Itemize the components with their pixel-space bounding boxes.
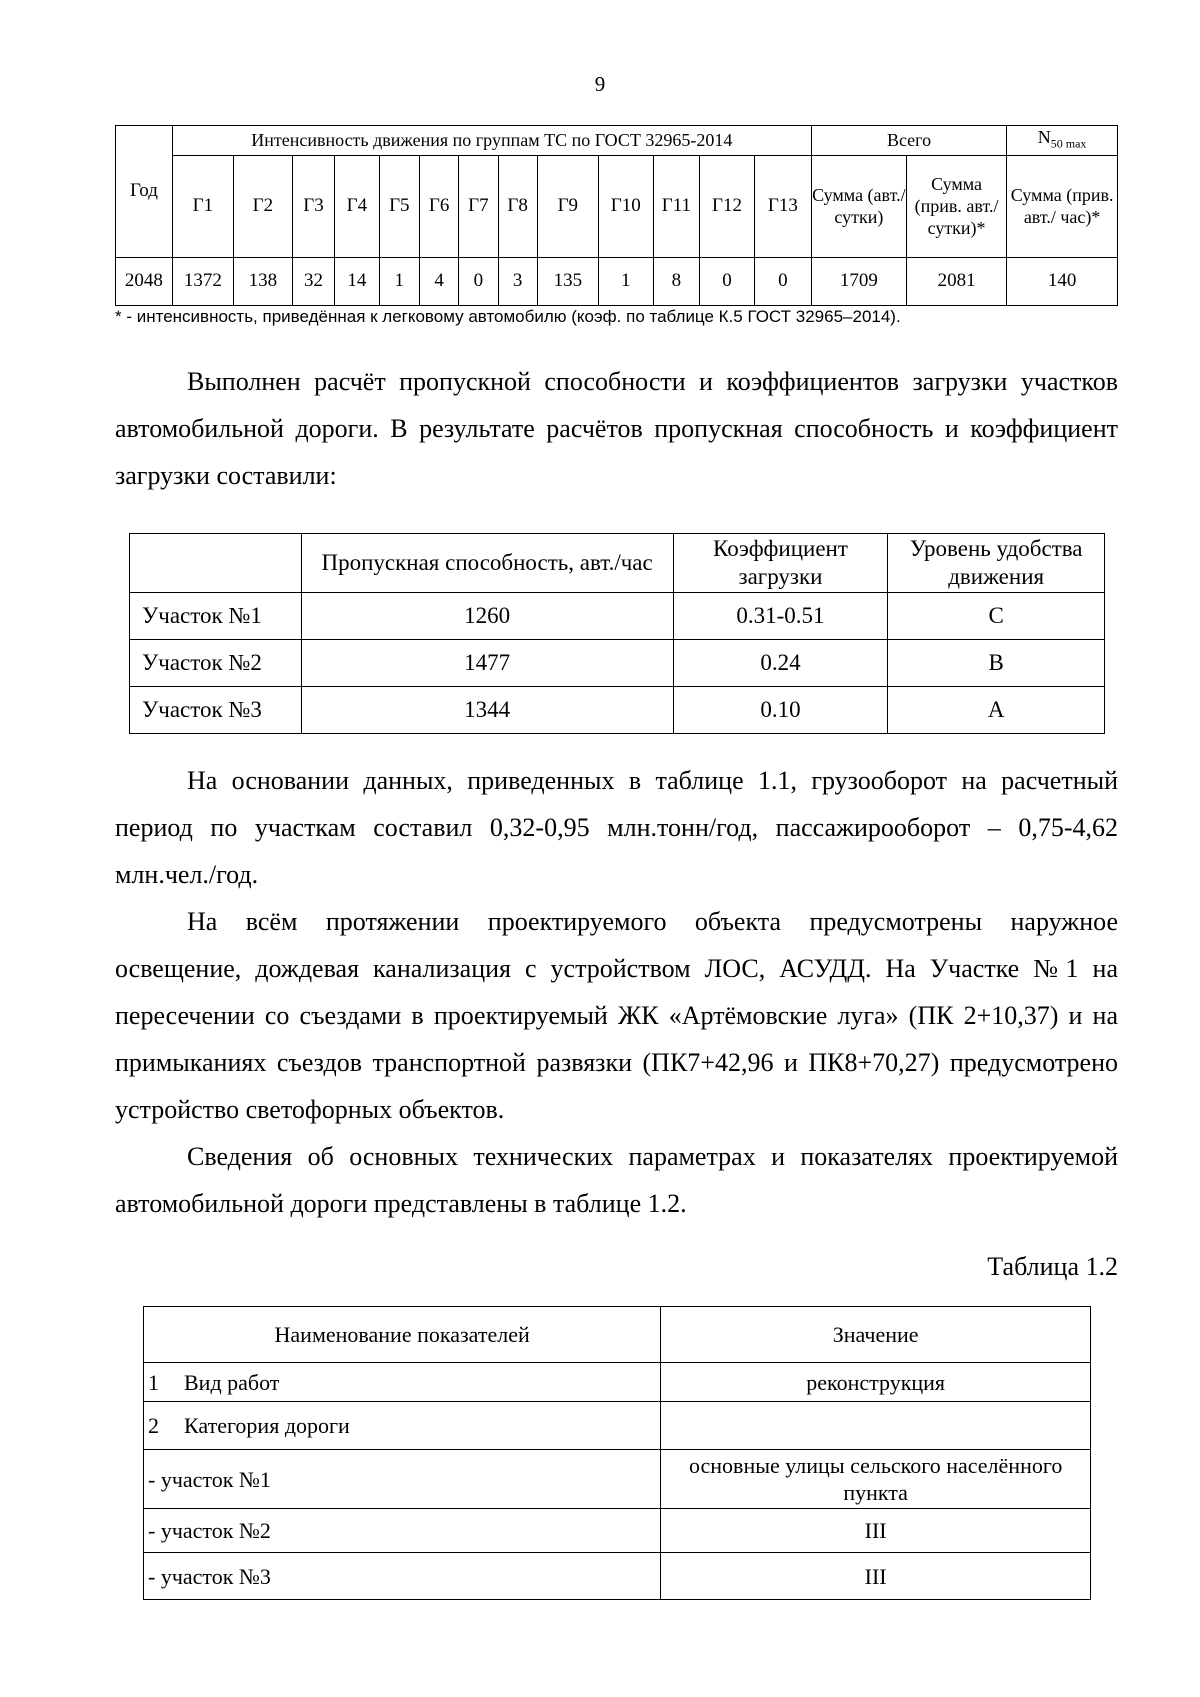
parameters-table: [143, 1306, 1091, 1600]
table-caption: Таблица 1.2: [987, 1252, 1118, 1281]
group-value: 4: [419, 257, 458, 305]
group-value: 32: [292, 257, 334, 305]
capacity-value: 1477: [301, 640, 673, 687]
sum-reduced-hour-value: 140: [1007, 257, 1118, 305]
param-label: - участок №2: [144, 1509, 661, 1553]
param-label: 2 Категория дороги: [144, 1402, 661, 1450]
param-value: III: [661, 1553, 1091, 1600]
coef-value: 0.24: [673, 640, 888, 687]
table-row: [144, 1509, 1091, 1553]
table-footnote: * - интенсивность, приведённая к легковому автомобилю (коэф. по таблице К.5 ГОСТ 32965–2014).: [115, 307, 901, 326]
paragraph-text: Выполнен расчёт пропускной способности и коэффициентов загрузки участков автомобильной дороги. В результате расчётов пропускная способность и коэффициент загрузки составили:: [115, 367, 1118, 490]
table-row: [130, 687, 1105, 734]
group-value: 135: [537, 257, 598, 305]
nmax-header: $N_{50 max}$: [1007, 126, 1118, 156]
group-value: 14: [335, 257, 379, 305]
param-value: основные улицы сельского населённого пункта: [661, 1450, 1091, 1509]
sum-day-header: Сумма (авт./ сутки): [811, 155, 906, 257]
group-value: 0: [754, 257, 811, 305]
table-row: [130, 640, 1105, 687]
capacity-value: 1260: [301, 593, 673, 640]
group-g4-header: Г4: [335, 155, 379, 257]
paragraph-text: На всём протяжении проектируемого объекта предусмотрены наружное освещение, дождевая канализация с устройством ЛОС, АСУДД. На Участке №1 на пересечении со съездами в проектируемый ЖК «Артёмовские луга» (ПК 2+10,37) и на примыканиях съездов транспортной развязки (ПК7+42,96 и ПК8+70,27) предусмотрено устройство светофорных объектов.: [115, 907, 1118, 1124]
group-g13-header: Г13: [754, 155, 811, 257]
param-label: 1 Вид работ: [144, 1363, 661, 1402]
group-value: 1: [379, 257, 419, 305]
group-g1-header: Г1: [172, 155, 233, 257]
param-value: [661, 1402, 1091, 1450]
section-label: Участок №1: [130, 593, 302, 640]
group-g9-header: Г9: [537, 155, 598, 257]
group-g7-header: Г7: [459, 155, 498, 257]
capacity-table: [129, 533, 1105, 734]
empty-header: [130, 534, 302, 593]
group-value: 1: [598, 257, 653, 305]
table-row: [130, 593, 1105, 640]
param-value: III: [661, 1509, 1091, 1553]
section-label: Участок №3: [130, 687, 302, 734]
coef-header: Коэффициент загрузки: [673, 534, 888, 593]
table-row: [116, 257, 1118, 305]
group-g10-header: Г10: [598, 155, 653, 257]
paragraph-turnover: [115, 757, 1118, 1227]
value-header: Значение: [661, 1307, 1091, 1363]
level-value: C: [888, 593, 1105, 640]
group-g11-header: Г11: [653, 155, 700, 257]
table-row: [144, 1450, 1091, 1509]
section-label: Участок №2: [130, 640, 302, 687]
name-header: Наименование показателей: [144, 1307, 661, 1363]
group-value: 0: [700, 257, 755, 305]
level-value: B: [888, 640, 1105, 687]
group-g5-header: Г5: [379, 155, 419, 257]
coef-value: 0.31-0.51: [673, 593, 888, 640]
param-label: - участок №3: [144, 1553, 661, 1600]
sum-reduced-day-header: Сумма (прив. авт./ сутки)*: [906, 155, 1006, 257]
level-header: Уровень удобства движения: [888, 534, 1105, 593]
param-value: реконструкция: [661, 1363, 1091, 1402]
sum-reduced-hour-header: Сумма (прив. авт./ час)*: [1007, 155, 1118, 257]
sum-reduced-day-value: 2081: [906, 257, 1006, 305]
traffic-intensity-table: [115, 125, 1118, 306]
paragraph-text: Сведения об основных технических параметрах и показателях проектируемой автомобильной дороги представлены в таблице 1.2.: [115, 1142, 1118, 1218]
group-g2-header: Г2: [233, 155, 292, 257]
group-value: 3: [498, 257, 537, 305]
group-g8-header: Г8: [498, 155, 537, 257]
total-header: Всего: [811, 126, 1006, 156]
group-header: Интенсивность движения по группам ТС по ГОСТ 32965-2014: [172, 126, 811, 156]
param-label: - участок №1: [144, 1450, 661, 1509]
table-row: [144, 1553, 1091, 1600]
sum-day-value: 1709: [811, 257, 906, 305]
paragraph-capacity: [115, 358, 1118, 499]
group-value: 138: [233, 257, 292, 305]
year-header: Год: [116, 126, 173, 258]
capacity-header: Пропускная способность, авт./час: [301, 534, 673, 593]
group-value: 1372: [172, 257, 233, 305]
capacity-value: 1344: [301, 687, 673, 734]
group-value: 0: [459, 257, 498, 305]
paragraph-text: На основании данных, приведенных в таблице 1.1, грузооборот на расчетный период по участкам составил 0,32-0,95 млн.тонн/год, пассажирооборот – 0,75-4,62 млн.чел./год.: [115, 766, 1118, 889]
group-g3-header: Г3: [292, 155, 334, 257]
table-row: [144, 1402, 1091, 1450]
year-cell: 2048: [116, 257, 173, 305]
page-number: 9: [594, 72, 606, 96]
coef-value: 0.10: [673, 687, 888, 734]
group-g12-header: Г12: [700, 155, 755, 257]
table-row: [144, 1363, 1091, 1402]
group-value: 8: [653, 257, 700, 305]
level-value: A: [888, 687, 1105, 734]
group-g6-header: Г6: [419, 155, 458, 257]
